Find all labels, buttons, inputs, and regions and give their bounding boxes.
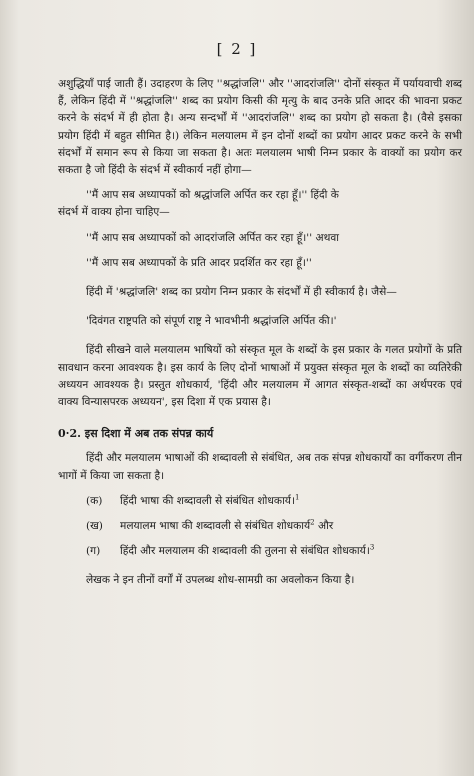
footnote-ref: 1 <box>294 493 300 502</box>
list-text: हिंदी भाषा की शब्दावली से संबंधित शोधकार्य।$^1$ <box>120 493 300 507</box>
list-marker: (ग) <box>86 545 101 558</box>
page-number: [ 2 ] <box>216 40 258 58</box>
list-text: हिंदी और मलयालम की शब्दावली की तुलना से संबंधित शोधकार्य।$^3$ <box>120 543 375 558</box>
list-text: मलयालम भाषा की शब्दावली से संबंधित शोधकार्य$^2$ और <box>120 518 334 533</box>
paragraph-6: लेखक ने इन तीनों वर्गों में उपलब्ध शोध-सामग्री का अवलोकन किया है। <box>86 574 355 587</box>
paragraph-3: हिंदी में 'श्रद्धांजलि' शब्द का प्रयोग निम्न प्रकार के संदर्भों में ही स्वीकार्य है। जैसे— <box>86 286 397 299</box>
list-marker: (ख) <box>86 520 103 533</box>
footnote-ref: 2 <box>310 518 315 527</box>
quote-2: ''मैं आप सब अध्यापकों को आदरांजलि अर्पित कर रहा हूँ।'' अथवा <box>86 231 339 244</box>
quote-1: ''मैं आप सब अध्यापकों को श्रद्धांजलि अर्पित कर रहा हूँ।'' हिंदी के <box>86 189 339 202</box>
section-heading: 0·2. इस दिशा में अब तक संपन्न कार्य <box>58 427 214 441</box>
page-body <box>58 76 462 590</box>
paragraph-2: संदर्भ में वाक्य होना चाहिए— <box>58 206 170 219</box>
paragraph-1: अशुद्धियाँ पाई जाती हैं। उदाहरण के लिए ''श्रद्धांजलि'' और ''आदरांजलि'' दोनों संस्कृत में पर्यायवाची शब्द हैं, लेकिन हिंदी में ''श्रद्धांजलि'' शब्द का प्रयोग किसी की मृत्यु के बाद उनके प्रति आदर की भावना प्रकट करने के संदर्भ में ही होता है। अन्य सन्दर्भों में ''आदरांजलि'' शब्द का प्रयोग हो सकता है। (वैसे इसका प्रयोग हिंदी में बहुत सीमित है।) लेकिन मलयालम में इन दोनों शब्दों का प्रयोग आदर प्रकट करने के सभी संदर्भों में समान रूप से किया जा सकता है। अतः मलयालम भाषी निम्न प्रकार के वाक्यों का प्रयोग कर सकता है जो हिंदी के संदर्भ में स्वीकार्य नहीं होगा— <box>58 78 462 177</box>
list-marker: (क) <box>86 494 103 507</box>
list-item <box>58 493 462 510</box>
paragraph-4: हिंदी सीखने वाले मलयालम भाषियों को संस्कृत मूल के शब्दों के इस प्रकार के गलत प्रयोगों के प्रति सावधान करना आवश्यक है। इस कार्य के लिए दोनों भाषाओं में प्रयुक्त संस्कृत मूल के शब्दों का व्यतिरेकी अध्ययन आवश्यक है। प्रस्तुत शोधकार्य, 'हिंदी और मलयालम में आगत संस्कृत-शब्दों का अर्थपरक एवं वाक्य विन्यासपरक अध्ययन', इस दिशा में एक प्रयास है। <box>58 344 462 409</box>
footnote-ref: 3 <box>369 543 375 552</box>
list-item <box>58 543 462 560</box>
paragraph-5: हिंदी और मलयालम भाषाओं की शब्दावली से संबंधित, अब तक संपन्न शोधकार्यों का वर्गीकरण तीन भागों में किया जा सकता है। <box>58 452 462 482</box>
quote-3: ''मैं आप सब अध्यापकों के प्रति आदर प्रदर्शित कर रहा हूँ।'' <box>86 256 312 269</box>
list-item <box>58 518 462 535</box>
quote-4: 'दिवंगत राष्ट्रपति को संपूर्ण राष्ट्र ने भावभीनी श्रद्धांजलि अर्पित की।' <box>86 315 337 328</box>
